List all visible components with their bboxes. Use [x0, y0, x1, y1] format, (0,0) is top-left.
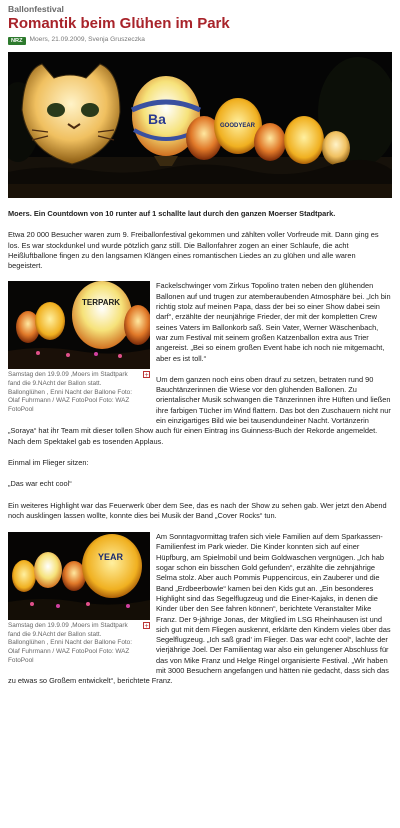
photo-2-caption-text: Samstag den 19.9.09 ,Moers im Stadtpark fand die 9.NAcht der Ballon statt. Ballonglühen , Enni Nacht der Ballone Foto: Olaf Fuhrmann / WAZ FotoPool Foto: WAZ FotoPool	[8, 622, 132, 664]
article-headline: Romantik beim Glühen im Park	[8, 15, 230, 32]
photo2-balloon-label: YEAR	[98, 552, 124, 563]
photo-2[interactable]	[8, 532, 150, 665]
enlarge-photo-2-icon[interactable]: +	[144, 623, 149, 631]
hero-image[interactable]	[8, 52, 392, 198]
photo-1-caption	[8, 371, 150, 414]
paragraph-2: Fackelschwinger vom Zirkus Topolino traten neben den glühenden Ballonen auf und trugen zur atemberaubenden Atmosphäre bei. „Ich bin richtig stolz auf meinen Papa, dass der bei so einer Show dabei sein darf“, erzählte der neunjährige Frieder, der mit der kompletten Crew seines Vaters im Ballonkorb saß. Sein Vater, Werner Wäschenbach, war zum Festival mit seinem großen Katzenballon extra aus Trier angereist. „Bei so einem großen Event habe ich noch nie mitgemacht, aber es ist toll.“	[156, 281, 391, 363]
paragraph-3: Um dem ganzen noch eins oben drauf zu setzen, betraten rund 90 Bauchtänzerinnen die Wiese vor den glühenden Ballonen. Zu orientalischer Musik schwangen die Tänzerinnen ihre Hüften und ließen ihre farbigen Tücher im Wind flattern. Das bot den Zuschauern nicht nur ein einzigartiges Bild wie bei tausendundeiner Nacht. Vortänzerin „Soraya“ hat ihr Team mit dieser tollen Show auch für einen Eintrag ins Guinness-Buch der Rekorde angemeldet. Nach dem Spektakel gab es tosenden Applaus.	[8, 374, 391, 446]
text-block-2	[8, 532, 392, 686]
paragraph-1: Etwa 20 000 Besucher waren zum 9. Freiballonfestival gekommen und zählten voller Vorfreude mit. Dann ging es los. Es war stockdunkel und wurde pötzlich ganz still. Die Ballonfahrer zogen an einer Schlaufe, die acht Heißluftballone fingen zu den langsamen Klängen eines romantischen Liedes an zu glühen und alle waren begeistert.	[8, 230, 379, 271]
paragraph-7: Am Sonntagvormittag trafen sich viele Familien auf dem Sparkassen-Familienfest im Park wieder. Die Kinder konnten sich auf einer Hüpfburg, am Spielmobil und beim Goldwaschen vergnügen. „Ich hab sogar schon ein bisschen Gold gefunden“, erzählte die zehnjährige Selma stolz. Aber auch Pommis Puppencircus, ein Zauberer und die Band „Erdbeerbowle“ kamen bei den Kids gut an. „Ein besonderes Highlight sind das Segelflugzeug und die Einer-Kajaks, in denen die Kinder über den See fahren können“, berichtete Veranstalter Mike Franz. Der 9-jährige Jonas, der Mitglied im LSG Rheinhausen ist und sich gut mit dem Fliegen auskennt, erklärte den Kindern vieles über das Segelflugzeug. „Ich saß grad' im Flieger. Das war echt cool“, lachte der vierjährige Joel. Der Familientag war also ein gelungener Abschluss für das von Mike Franz und Helge Ringel organisierte Festival. „Wir haben mit 3000 Besuchern angefangen und hätten nie gedacht, dass sich das zu etwas so Großem entwickelt“, berichtete Franz.	[8, 532, 391, 686]
article-byline	[8, 35, 392, 46]
byline-text: Moers, 21.09.2009, Svenja Gruszeczka	[29, 36, 145, 44]
photo-2-caption	[8, 622, 150, 665]
article-kicker: Ballonfestival	[8, 4, 64, 14]
hero-balloon-label-2: GOODYEAR	[220, 123, 256, 129]
balloon-photo-2	[8, 532, 150, 620]
paragraph-6: Ein weiteres Highlight war das Feuerwerk über dem See, das es nach der Show zu sehen gab. Wer jetzt den Abend noch ausklingen lassen wollte, konnte dies bei Musik der Band „Cover Rocks“ tun.	[8, 500, 387, 520]
subheading-quote: „Das war echt cool“	[8, 479, 72, 489]
balloon-photo-1	[8, 281, 150, 369]
nrz-logo: NRZ	[8, 37, 26, 45]
photo1-balloon-label: TERPARK	[82, 298, 121, 308]
article-page	[0, 4, 400, 828]
article-lead: Moers. Ein Countdown von 10 runter auf 1 schallte laut durch den ganzen Moerser Stadtpark.	[8, 209, 336, 218]
hero-balloon-label-1: Ba	[148, 111, 166, 127]
text-block-1	[8, 281, 392, 446]
hero-balloon-night-photo	[8, 52, 392, 198]
enlarge-photo-1-icon[interactable]: +	[144, 372, 149, 380]
photo-1-caption-text: Samstag den 19.9.09 ,Moers im Stadtpark fand die 9.NAcht der Ballon statt. Ballonglühen , Enni Nacht der Ballone Foto: Olaf Fuhrmann / WAZ FotoPool Foto: WAZ FotoPool	[8, 371, 132, 413]
subheading-flieger: Einmal im Flieger sitzen:	[8, 457, 89, 467]
photo-1[interactable]	[8, 281, 150, 414]
